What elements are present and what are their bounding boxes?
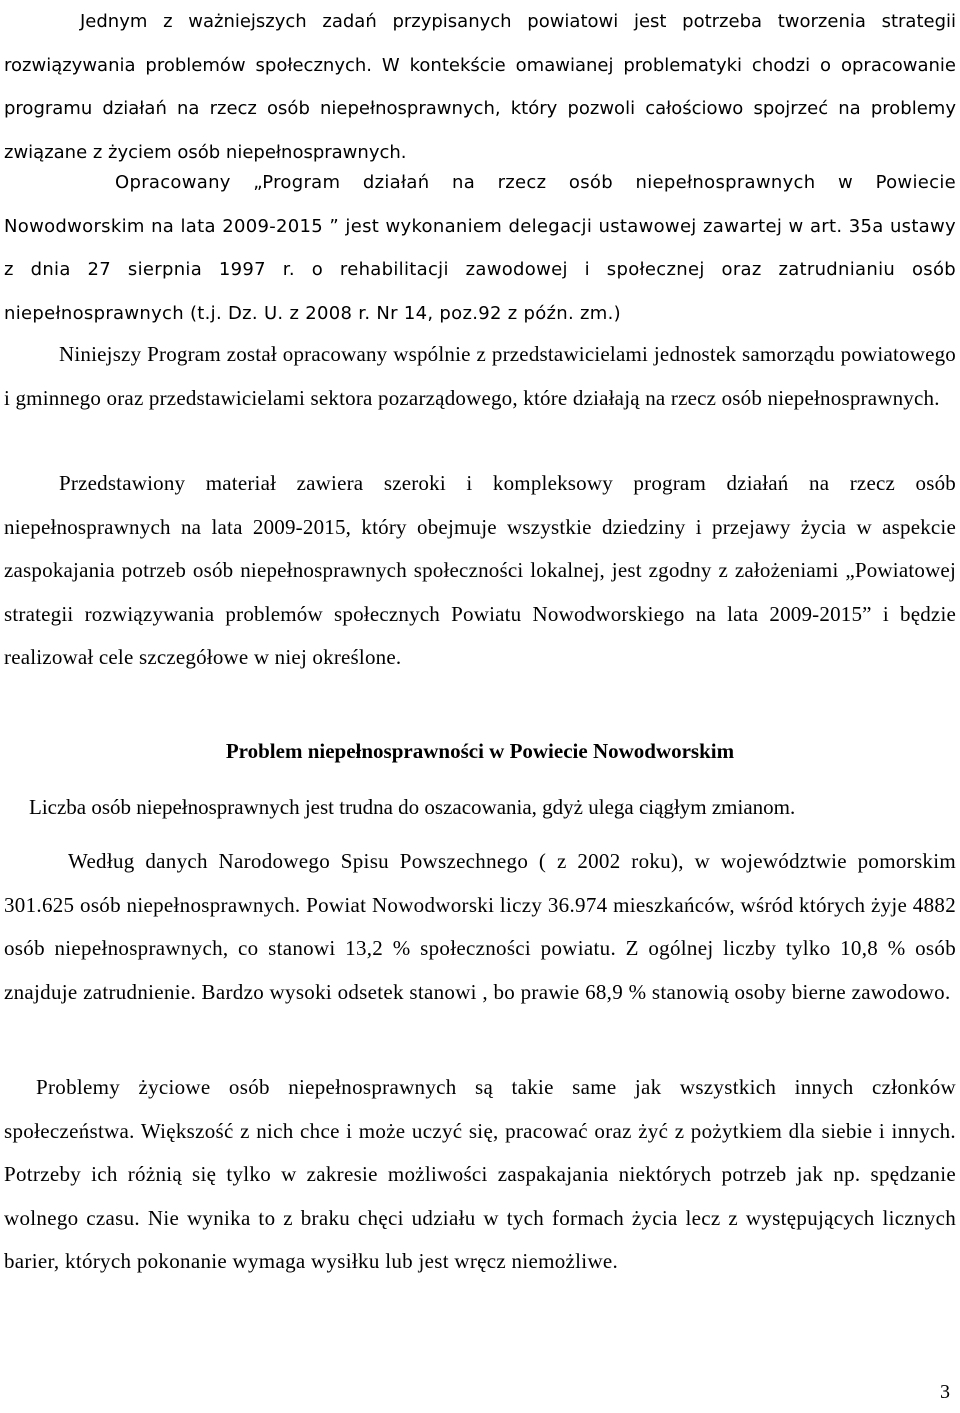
document-page xyxy=(4,0,956,1413)
paragraph-strategy-intro: Jednym z ważniejszych zadań przypisanych powiatowi jest potrzeba tworzenia strategii rozwiązywania problemów społecznych. W kontekście omawianej problematyki chodzi o opracowanie programu działań na rzecz osób niepełnosprawnych, który pozwoli całościowo spojrzeć na problemy związane z życiem osób niepełnosprawnych. xyxy=(4,11,956,163)
paragraph-life-problems: Problemy życiowe osób niepełnosprawnych są takie same jak wszystkich innych członków społeczeństwa. Większość z nich chce i może uczyć się, pracować oraz żyć z pożytkiem dla siebie i innych. Potrzeby ich różnią się tylko w zakresie możliwości zaspakajania niektórych potrzeb jak np. spędzanie wolnego czasu. Nie wynika to z braku chęci udziału w tych formach życia lecz z występujących licznych barier, których pokonanie wymaga wysiłku lub jest wręcz niemożliwe. xyxy=(4,1075,956,1273)
paragraph-program-cooperation: Niniejszy Program został opracowany wspólnie z przedstawicielami jednostek samorządu powiatowego i gminnego oraz przedstawicielami sektora pozarządowego, które działają na rzecz osób niepełnosprawnych. xyxy=(4,342,956,410)
paragraph-program-scope: Przedstawiony materiał zawiera szeroki i kompleksowy program działań na rzecz osób niepełnosprawnych na lata 2009-2015, który obejmuje wszystkie dziedziny i przejawy życia w aspekcie zaspokajania potrzeb osób niepełnosprawnych społeczności lokalnej, jest zgodny z założeniami „Powiatowej strategii rozwiązywania problemów społecznych Powiatu Nowodworskiego na lata 2009-2015” i będzie realizował cele szczegółowe w niej określone. xyxy=(4,471,956,669)
paragraph-census-data: Według danych Narodowego Spisu Powszechnego ( z 2002 roku), w województwie pomorskim 301.625 osób niepełnosprawnych. Powiat Nowodworski liczy 36.974 mieszkańców, wśród których żyje 4882 osób niepełnosprawnych, co stanowi 13,2 % społeczności powiatu. Z ogólnej liczby tylko 10,8 % osób znajduje zatrudnienie. Bardzo wysoki odsetek stanowi , bo prawie 68,9 % stanowią osoby bierne zawodowo. xyxy=(4,849,956,1004)
section-heading: Problem niepełnosprawności w Powiecie Nowodworskim xyxy=(225,739,735,763)
paragraph-count-difficulty: Liczba osób niepełnosprawnych jest trudna do oszacowania, gdyż ulega ciągłym zmianom. xyxy=(29,795,796,819)
page-number: 3 xyxy=(940,1381,950,1403)
paragraph-program-delegation: Opracowany „Program działań na rzecz osób niepełnosprawnych w Powiecie Nowodworskim na lata 2009-2015 ” jest wykonaniem delegacji ustawowej zawartej w art. 35a ustawy z dnia 27 sierpnia 1997 r. o rehabilitacji zawodowej i społecznej oraz zatrudnianiu osób niepełnosprawnych (t.j. Dz. U. z 2008 r. Nr 14, poz.92 z późn. zm.) xyxy=(4,172,956,324)
